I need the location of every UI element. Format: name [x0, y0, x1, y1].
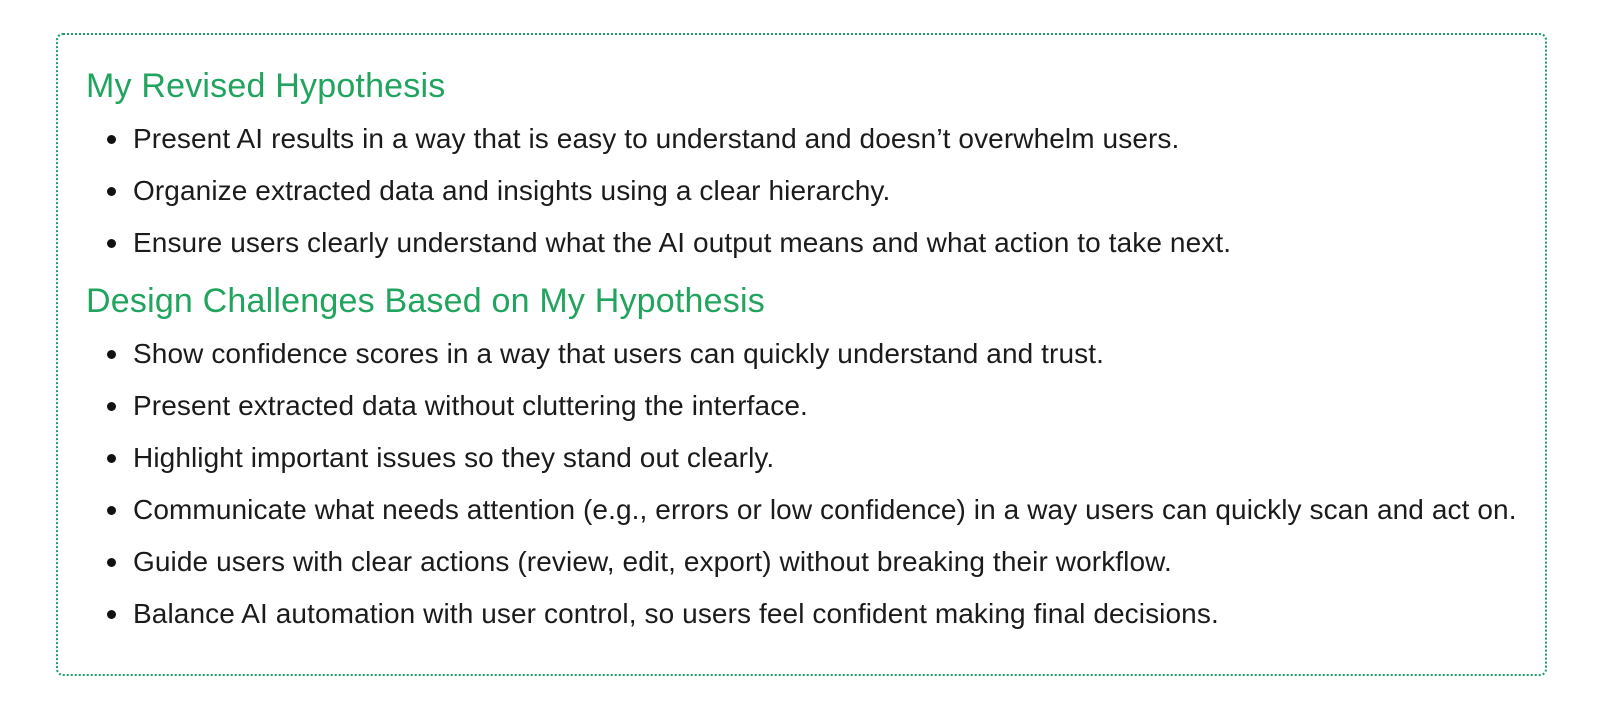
revised-hypothesis-heading: My Revised Hypothesis [86, 67, 446, 105]
design-challenges-list [86, 337, 1517, 631]
bullet-item: Highlight important issues so they stand out clearly. [133, 441, 1517, 475]
bullet-item: Communicate what needs attention (e.g., errors or low confidence) in a way users can quickly scan and act on. [133, 494, 1517, 525]
bullet-item: Balance AI automation with user control, so users feel confident making final decisions. [133, 597, 1517, 631]
hypothesis-panel [56, 33, 1547, 676]
section-design-challenges [86, 278, 1517, 631]
bullet-item: Present extracted data without cluttering the interface. [133, 389, 1517, 423]
section-revised-hypothesis [86, 63, 1517, 260]
bullet-item: Present AI results in a way that is easy to understand and doesn’t overwhelm users. [133, 122, 1517, 156]
bullet-item: Ensure users clearly understand what the AI output means and what action to take next. [133, 226, 1517, 260]
bullet-item: Organize extracted data and insights using a clear hierarchy. [133, 174, 1517, 208]
bullet-item: Guide users with clear actions (review, edit, export) without breaking their workflow. [133, 545, 1517, 579]
revised-hypothesis-list [86, 122, 1517, 260]
bullet-item: Show confidence scores in a way that users can quickly understand and trust. [133, 337, 1517, 371]
design-challenges-heading: Design Challenges Based on My Hypothesis [86, 282, 765, 320]
